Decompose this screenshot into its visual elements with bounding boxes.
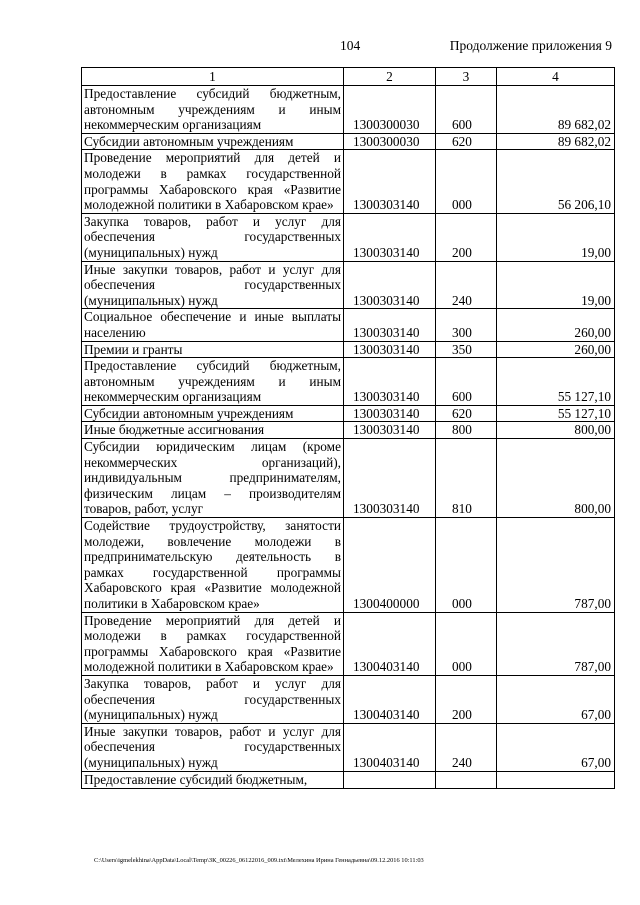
- row-sum: 260,00: [497, 309, 615, 341]
- row-code: 1300303140: [344, 213, 436, 261]
- row-code: 1300300030: [344, 133, 436, 150]
- row-sum: 260,00: [497, 341, 615, 358]
- row-code: 1300300030: [344, 86, 436, 134]
- table-row: [82, 612, 615, 675]
- row-type: 000: [436, 150, 497, 213]
- row-name: Предоставление субсидий бюджетным, автономным учреждениям и иным некоммерческим организациям: [82, 86, 344, 134]
- row-code: 1300403140: [344, 675, 436, 723]
- row-sum: 800,00: [497, 439, 615, 518]
- column-header-3: 3: [436, 68, 497, 86]
- row-code: 1300303140: [344, 341, 436, 358]
- table-row: [82, 261, 615, 309]
- row-sum: 800,00: [497, 422, 615, 439]
- table-row: [82, 518, 615, 613]
- row-type: [436, 771, 497, 788]
- row-code: 1300303140: [344, 358, 436, 406]
- row-type: 240: [436, 723, 497, 771]
- table-row: [82, 86, 615, 134]
- table-row: [82, 723, 615, 771]
- row-code: 1300303140: [344, 150, 436, 213]
- table-row: [82, 358, 615, 406]
- row-name: Содействие трудоустройству, занятости молодежи, вовлечение молодежи в предпринимательскую деятельность в рамках государственной программы Хабаровского края «Развитие молодежной политики в Хабаровском крае»: [82, 518, 344, 613]
- footer-file-path: C:\Users\igmelekhina\AppData\Local\Temp\ЗК_00226_06122016_009.txt\Мелехина Ирина Геннадьевна\09.12.2016 10:11:03: [94, 857, 424, 864]
- row-type: 810: [436, 439, 497, 518]
- row-name: Проведение мероприятий для детей и молодежи в рамках государственной программы Хабаровского края «Развитие молодежной политики в Хабаровском крае»: [82, 150, 344, 213]
- row-name: Проведение мероприятий для детей и молодежи в рамках государственной программы Хабаровского края «Развитие молодежной политики в Хабаровском крае»: [82, 612, 344, 675]
- budget-table: [81, 67, 615, 789]
- row-code: 1300400000: [344, 518, 436, 613]
- row-type: 600: [436, 86, 497, 134]
- page-header: [0, 38, 640, 56]
- column-header-1: 1: [82, 68, 344, 86]
- appendix-continuation-label: Продолжение приложения 9: [449, 38, 612, 53]
- row-name: Предоставление субсидий бюджетным,: [82, 771, 344, 788]
- row-name: Социальное обеспечение и иные выплаты населению: [82, 309, 344, 341]
- row-name: Иные бюджетные ассигнования: [82, 422, 344, 439]
- table-header-row: [82, 68, 615, 86]
- row-type: 600: [436, 358, 497, 406]
- table-row: [82, 422, 615, 439]
- row-type: 240: [436, 261, 497, 309]
- row-name: Субсидии автономным учреждениям: [82, 133, 344, 150]
- row-name: Субсидии автономным учреждениям: [82, 405, 344, 422]
- table-row: [82, 675, 615, 723]
- row-sum: 56 206,10: [497, 150, 615, 213]
- row-type: 350: [436, 341, 497, 358]
- page-number: 104: [340, 38, 361, 53]
- row-code: 1300403140: [344, 723, 436, 771]
- table-row: [82, 341, 615, 358]
- row-name: Премии и гранты: [82, 341, 344, 358]
- table-row: [82, 150, 615, 213]
- row-type: 800: [436, 422, 497, 439]
- row-type: 620: [436, 405, 497, 422]
- row-name: Иные закупки товаров, работ и услуг для обеспечения государственных (муниципальных) нужд: [82, 261, 344, 309]
- row-sum: 19,00: [497, 261, 615, 309]
- row-code: 1300303140: [344, 439, 436, 518]
- row-code: 1300403140: [344, 612, 436, 675]
- row-sum: 55 127,10: [497, 358, 615, 406]
- row-sum: 89 682,02: [497, 86, 615, 134]
- table-row: [82, 133, 615, 150]
- row-sum: 19,00: [497, 213, 615, 261]
- table-row: [82, 405, 615, 422]
- column-header-2: 2: [344, 68, 436, 86]
- row-type: 300: [436, 309, 497, 341]
- row-sum: 89 682,02: [497, 133, 615, 150]
- table-row: [82, 439, 615, 518]
- row-sum: 787,00: [497, 518, 615, 613]
- row-name: Предоставление субсидий бюджетным, автономным учреждениям и иным некоммерческим организациям: [82, 358, 344, 406]
- row-code: 1300303140: [344, 261, 436, 309]
- row-name: Субсидии юридическим лицам (кроме некоммерческих организаций), индивидуальным предпринимателям, физическим лицам – производителям товаров, работ, услуг: [82, 439, 344, 518]
- row-type: 000: [436, 518, 497, 613]
- column-header-4: 4: [497, 68, 615, 86]
- row-sum: 67,00: [497, 723, 615, 771]
- row-name: Закупка товаров, работ и услуг для обеспечения государственных (муниципальных) нужд: [82, 213, 344, 261]
- row-name: Закупка товаров, работ и услуг для обеспечения государственных (муниципальных) нужд: [82, 675, 344, 723]
- row-sum: 55 127,10: [497, 405, 615, 422]
- row-sum: [497, 771, 615, 788]
- row-code: 1300303140: [344, 309, 436, 341]
- row-name: Иные закупки товаров, работ и услуг для обеспечения государственных (муниципальных) нужд: [82, 723, 344, 771]
- row-code: 1300303140: [344, 405, 436, 422]
- row-code: 1300303140: [344, 422, 436, 439]
- row-type: 000: [436, 612, 497, 675]
- table-row: [82, 213, 615, 261]
- row-type: 200: [436, 213, 497, 261]
- row-sum: 67,00: [497, 675, 615, 723]
- row-type: 200: [436, 675, 497, 723]
- row-type: 620: [436, 133, 497, 150]
- row-code: [344, 771, 436, 788]
- table-row: [82, 771, 615, 788]
- table-row: [82, 309, 615, 341]
- row-sum: 787,00: [497, 612, 615, 675]
